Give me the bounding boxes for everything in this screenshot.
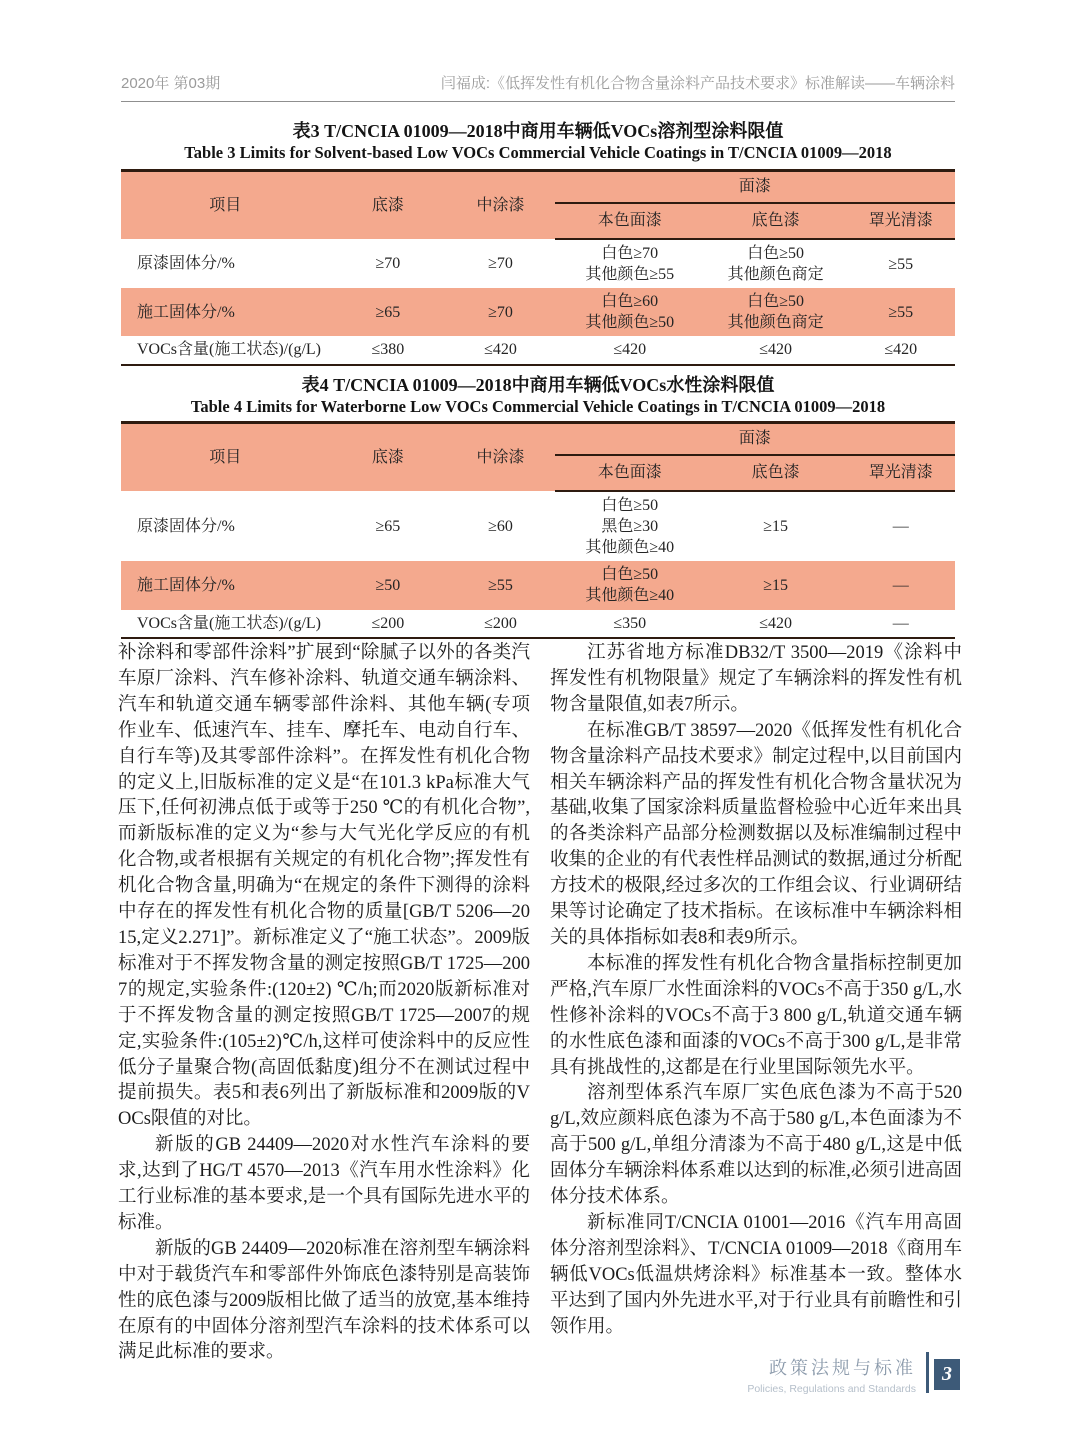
t4-col-header-primer: 底漆 [330, 423, 447, 492]
page-footer [747, 1352, 960, 1395]
table-cell: ≤200 [484, 614, 517, 632]
table-cell: ≥70 [375, 255, 401, 273]
table4-title-cn: 表4 T/CNCIA 01009—2018中商用车辆低VOCs水性涂料限值 [301, 375, 775, 395]
cell-line: 其他颜色≥50 [585, 314, 675, 332]
table-cell: — [892, 518, 909, 536]
footer-section [747, 1352, 916, 1395]
cell-line: 其他颜色商定 [727, 314, 824, 332]
table-cell: ≥55 [888, 255, 914, 273]
t3-col-header-clearcoat: 罩光清漆 [847, 203, 955, 239]
table-cell: ≤420 [759, 614, 793, 632]
table-cell: 原漆固体分/% [137, 517, 235, 535]
page-number-box [926, 1352, 960, 1393]
table-cell: ≤350 [613, 614, 647, 632]
table-cell: — [892, 614, 909, 632]
t4-col-header-clearcoat: 罩光清漆 [847, 455, 955, 491]
right-column [550, 641, 962, 1366]
body-paragraph: 在标准GB/T 38597—2020《低挥发性有机化合物含量涂料产品技术要求》制定过程中,以目前国内相关车辆涂料产品的挥发性有机化合物含量状况为基础,收集了国家涂料质量监督检验中心近年来出具的各类涂料产品部分检测数据以及标准编制过程中收集的企业的有代表性样品测试的数据,通过分析配方技术的极限,经过多次的工作组会议、行业调研结果等讨论确定了技术指标。在该标准中车辆涂料相关的具体指标如表8和表9所示。 [550, 720, 962, 948]
table-cell: ≥15 [763, 518, 789, 536]
table-cell: 施工固体分/% [121, 288, 330, 336]
table-cell [705, 239, 847, 288]
running-head [121, 72, 955, 93]
t3-col-header-solid-topcoat: 本色面漆 [555, 203, 705, 239]
table-cell [555, 491, 705, 561]
table-cell: ≤420 [759, 341, 793, 359]
table-cell: ≤420 [884, 341, 918, 359]
table-cell: ≥55 [847, 288, 955, 336]
table-row [121, 610, 955, 638]
cell-line: 白色≥50 [747, 245, 805, 262]
body-paragraph: 补涂料和零部件涂料”扩展到“除腻子以外的各类汽车原厂涂料、汽车修补涂料、轨道交通车辆涂料、汽车和轨道交通车辆零部件涂料、其他车辆(专项作业车、低速汽车、挂车、摩托车、电动自行车、自行车等)及其零部件涂料”。在挥发性有机化合物的定义上,旧版标准的定义是“在101.3 kPa标准大气压下,任何初沸点低于或等于250 ℃的有机化合物”,而新版标准的定义为“参与大气光化学反应的有机化合物,或者根据有关规定的有机化合物”;挥发性有机化合物含量,明确为“在规定的条件下测得的涂料中存在的挥发性有机化合物的质量[GB/T 5206—2015,定义2.271]”。新标准定义了“施工状态”。2009版标准对于不挥发物含量的测定按照GB/T 1725—2007的规定,实验条件:(120±2) ℃/h;而2020版新标准对于不挥发物含量的测定按照GB/T 1725—2007的规定,实验条件:(105±2)℃/h,这样可使涂料中的反应性低分子量聚合物(高固低黏度)组分不在测试过程中提前损失。表5和表6列出了新版标准和2009版的VOCs限值的对比。 [118, 643, 530, 1130]
table-cell: ≥70 [446, 288, 554, 336]
body-paragraph: 溶剂型体系汽车原厂实色底色漆为不高于520 g/L,效应颜料底色漆为不高于580 g/L,本色面漆为不高于500 g/L,单组分清漆为不高于480 g/L,这是中低固体分车辆涂料体系难以达到的标准,必须引进高固体分技术体系。 [550, 1083, 962, 1208]
t4-col-header-basecoat: 底色漆 [705, 455, 847, 491]
table-cell: ≤420 [484, 341, 517, 359]
table-cell: ≥55 [446, 561, 554, 609]
table-row [121, 288, 955, 336]
t4-col-header-topcoat-group: 面漆 [555, 423, 955, 456]
cell-line: 白色≥50 [601, 566, 659, 584]
article-title: 闫福成:《低挥发性有机化合物含量涂料产品技术要求》标准解读——车辆涂料 [440, 75, 955, 92]
cell-line: 白色≥70 [601, 245, 659, 262]
table-cell: VOCs含量(施工状态)/(g/L) [137, 341, 321, 359]
table3-title-cn: 表3 T/CNCIA 01009—2018中商用车辆低VOCs溶剂型涂料限值 [292, 121, 784, 141]
page-number: 3 [934, 1359, 960, 1390]
table-cell: ≥50 [330, 561, 447, 609]
table-cell [555, 561, 705, 609]
cell-line: 其他颜色≥55 [585, 266, 675, 284]
t3-col-header-item: 项目 [121, 171, 330, 240]
footer-section-cn: 政策法规与标准 [769, 1358, 916, 1378]
cell-line: 白色≥50 [601, 497, 659, 514]
table-row [121, 239, 955, 288]
issue-label: 2020年 第03期 [121, 75, 221, 92]
table-cell: VOCs含量(施工状态)/(g/L) [137, 614, 321, 632]
cell-line: 其他颜色商定 [727, 266, 824, 284]
table-cell: 施工固体分/% [121, 561, 330, 609]
article-body [118, 641, 962, 1366]
table4 [121, 421, 955, 639]
table-cell: ≤200 [371, 614, 405, 632]
body-paragraph: 新版的GB 24409—2020标准在溶剂型车辆涂料中对于载货汽车和零部件外饰底色漆特别是高装饰性的底色漆与2009版相比做了适当的放宽,基本维持在原有的中固体分溶剂型汽车涂料的技术体系可以满足此标准的要求。 [118, 1238, 530, 1363]
left-column [118, 641, 530, 1366]
t4-col-header-item: 项目 [121, 423, 330, 492]
table3 [121, 169, 955, 366]
body-paragraph: 新版的GB 24409—2020对水性汽车涂料的要求,达到了HG/T 4570—2013《汽车用水性涂料》化工行业标准的基本要求,是一个具有国际先进水平的标准。 [118, 1135, 530, 1233]
footer-section-en: Policies, Regulations and Standards [747, 1383, 916, 1395]
cell-line: 其他颜色≥40 [585, 539, 675, 557]
t3-col-header-topcoat-group: 面漆 [555, 171, 955, 204]
table4-title-en: Table 4 Limits for Waterborne Low VOCs Commercial Vehicle Coatings in T/CNCIA 01009—2018 [190, 397, 886, 416]
table-cell: ≥60 [488, 517, 513, 535]
table-cell: ≥65 [330, 288, 447, 336]
t3-col-header-primer: 底漆 [330, 171, 447, 240]
table-row [121, 491, 955, 561]
table3-title-en: Table 3 Limits for Solvent-based Low VOCs Commercial Vehicle Coatings in T/CNCIA 01009—2018 [184, 143, 892, 162]
table-cell [555, 239, 705, 288]
table-cell: — [847, 561, 955, 609]
cell-line: 白色≥50 [747, 293, 805, 311]
cell-line: 其他颜色≥40 [585, 587, 675, 605]
table-row [121, 336, 955, 364]
table-cell [555, 288, 705, 336]
header-rule [121, 101, 955, 102]
table-cell: ≤420 [613, 341, 647, 359]
t4-col-header-solid-topcoat: 本色面漆 [555, 455, 705, 491]
cell-line: 黑色≥30 [601, 518, 659, 536]
body-paragraph: 江苏省地方标准DB32/T 3500—2019《涂料中挥发性有机物限量》规定了车辆涂料的挥发性有机物含量限值,如表7所示。 [550, 643, 962, 715]
table-cell: 原漆固体分/% [137, 255, 235, 273]
table-cell [705, 288, 847, 336]
table-cell: ≥15 [705, 561, 847, 609]
table-cell: ≥70 [488, 255, 513, 273]
cell-line: 白色≥60 [601, 293, 659, 311]
table-cell: ≥65 [375, 517, 401, 535]
table-cell: ≤380 [371, 341, 405, 359]
body-paragraph: 新标准同T/CNCIA 01001—2016《汽车用高固体分溶剂型涂料》、T/CNCIA 01009—2018《商用车辆低VOCs低温烘烤涂料》标准基本一致。整体水平达到了国内外先进水平,对于行业具有前瞻性和引领作用。 [550, 1212, 962, 1337]
table-row [121, 561, 955, 609]
t4-col-header-midcoat: 中涂漆 [446, 423, 554, 492]
t3-col-header-midcoat: 中涂漆 [446, 171, 554, 240]
t3-col-header-basecoat: 底色漆 [705, 203, 847, 239]
body-paragraph: 本标准的挥发性有机化合物含量指标控制更加严格,汽车原厂水性面涂料的VOCs不高于350 g/L,水性修补涂料的VOCs不高于3 800 g/L,轨道交通车辆的水性底色漆和面漆的VOCs不高于300 g/L,是非常具有挑战性的,这都是在行业里国际领先水平。 [550, 953, 962, 1078]
